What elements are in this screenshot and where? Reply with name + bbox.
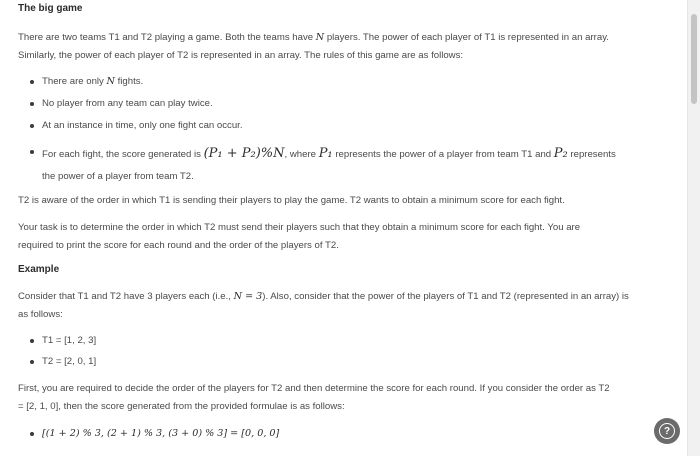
vertical-scrollbar[interactable] xyxy=(687,0,700,456)
rule-4-text-mid2: represents the power of a player from team T1 and xyxy=(332,149,554,160)
intro-var-n: N xyxy=(315,32,325,43)
task-text-line2: required to print the score for each round and the order of the players of T2. xyxy=(18,240,339,251)
example-heading: Example xyxy=(18,264,60,275)
first-text-line1: First, you are required to decide the order of the players for T2 and then determine the score for each round. If you consider the order as T2 xyxy=(18,383,610,394)
consider-text-a: Consider that T1 and T2 have 3 players each (i.e., xyxy=(18,291,234,302)
rule-4-text-line2: the power of a player from team T2. xyxy=(42,171,194,182)
intro-text-line2: Similarly, the power of each player of T2 is represented in an array. The rules of this game are as follows: xyxy=(18,50,464,61)
rule-3-text: At an instance in time, only one fight can occur. xyxy=(42,120,243,131)
rules-list xyxy=(18,73,682,188)
first-text-line2: = [2, 1, 0], then the score generated from the provided formulae is as follows: xyxy=(18,401,345,412)
rule-1-text-b: fights. xyxy=(114,76,144,87)
rule-4-text-post: represents xyxy=(567,149,616,160)
rule-4-p2: P₂ xyxy=(553,146,568,161)
intro-paragraph xyxy=(18,29,668,65)
aware-paragraph: T2 is aware of the order in which T1 is sending their players to play the game. T2 wants to obtain a minimum score for each fight. xyxy=(18,195,565,206)
rule-item-3 xyxy=(42,117,682,135)
scrollbar-thumb[interactable] xyxy=(691,14,697,104)
rule-item-4 xyxy=(42,143,682,188)
rule-4-p1: P₁ xyxy=(318,146,333,161)
arrays-list xyxy=(18,332,682,371)
consider-text-line2: as follows: xyxy=(18,309,63,320)
first-paragraph xyxy=(18,380,668,416)
rule-1-var: N xyxy=(106,76,115,87)
task-paragraph xyxy=(18,219,668,255)
array-item-t1: T1 = [1, 2, 3] xyxy=(42,332,682,350)
result-item xyxy=(42,425,682,443)
intro-text-a: There are two teams T1 and T2 playing a game. Both the teams have xyxy=(18,32,316,43)
rule-4-text-pre: For each fight, the score generated is xyxy=(42,149,204,160)
intro-text-b: players. The power of each player of T1 is represented in an array. xyxy=(324,32,609,43)
consider-text-b: ). Also, consider that the power of the players of T1 and T2 (represented in an array) is xyxy=(262,291,629,302)
result-list xyxy=(18,425,682,443)
rule-item-1 xyxy=(42,73,682,91)
help-button[interactable] xyxy=(654,418,680,444)
result-formula: [(1 + 2) % 3, (2 + 1) % 3, (3 + 0) % 3] = [0, 0, 0] xyxy=(42,428,280,439)
help-icon: ? xyxy=(659,423,675,439)
rule-4-formula: (P₁ + P₂)%N xyxy=(203,146,285,161)
consider-paragraph xyxy=(18,288,668,324)
rule-2-text: No player from any team can play twice. xyxy=(42,98,213,109)
task-text-line1: Your task is to determine the order in which T2 must send their players such that they obtain a minimum score for each fight. You are xyxy=(18,222,581,233)
problem-title: The big game xyxy=(18,3,83,14)
consider-var: N = 3 xyxy=(233,291,263,302)
rule-4-text-mid: , where xyxy=(284,149,319,160)
rule-1-text-a: There are only xyxy=(42,76,107,87)
rule-item-2 xyxy=(42,95,682,113)
array-item-t2: T2 = [2, 0, 1] xyxy=(42,353,682,371)
